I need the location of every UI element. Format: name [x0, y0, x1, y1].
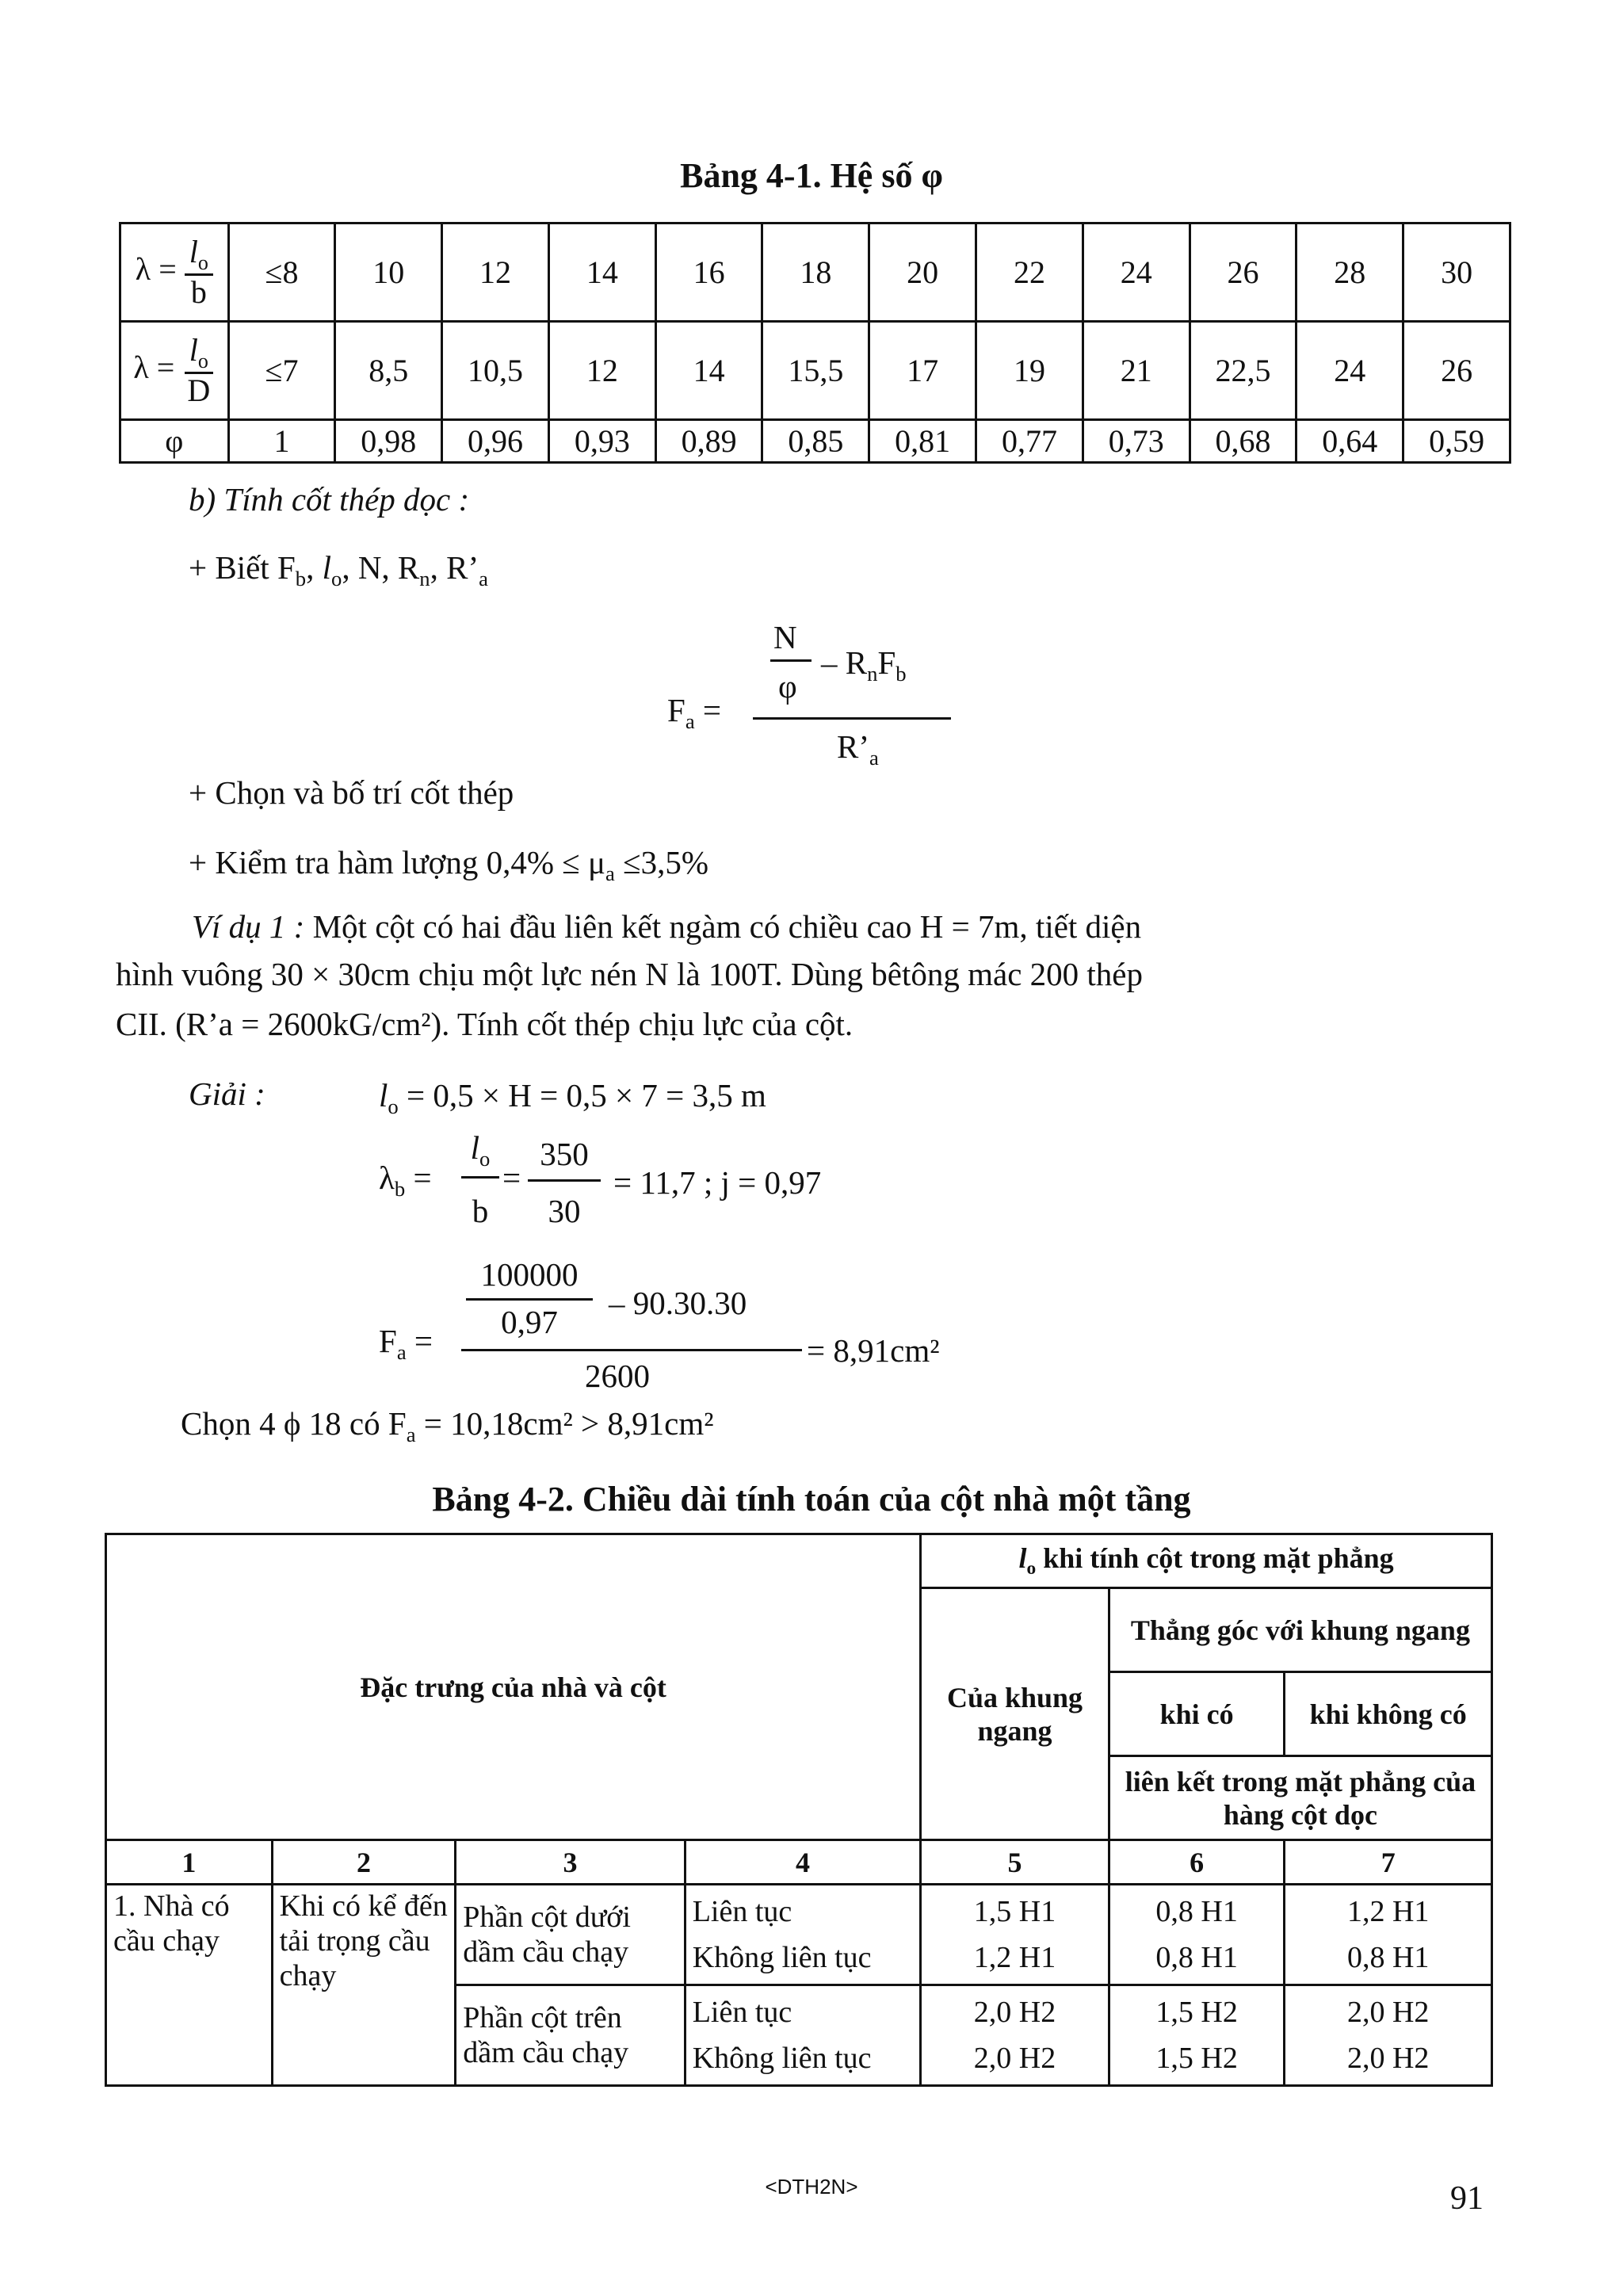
lambda-num-value: 350 — [540, 1136, 589, 1172]
lambda-eq: = — [502, 1159, 521, 1196]
header-frame: Của khung ngang — [921, 1588, 1109, 1840]
fraction-bar — [466, 1298, 593, 1301]
column-part: Phần cột trên dầm cầu chạy — [456, 1985, 685, 2086]
lambda-lhs: $\lambda_b$ = — [379, 1159, 432, 1201]
lambda-den-value: 30 — [548, 1193, 581, 1229]
fraction-bar — [461, 1349, 802, 1351]
table-cell: 0,96 — [442, 420, 549, 463]
building-type: 1. Nhà có cầu chạy — [106, 1885, 273, 2086]
check-ratio: + Kiểm tra hàm lượng $0,4\% \le \mu_a \le 3,5\%$ — [189, 844, 708, 886]
example-line-2: hình vuông 30 × 30cm chịu một lực nén N là 100T. Dùng bêtông mác 200 thép — [116, 956, 1144, 992]
fraction-bar — [770, 659, 812, 662]
table-cell: 30 — [1403, 223, 1510, 322]
header-feature: Đặc trưng của nhà và cột — [106, 1534, 921, 1840]
table2-caption: Bảng 4-2. Chiều dài tính toán của cột nhà một tầng — [432, 1480, 1191, 1519]
known-quantities: + Biết $F_b$, $l_o$, N, $R_n$, $R’_a$ — [189, 549, 488, 591]
table-cell: 0,93 — [548, 420, 655, 463]
fa-lhs: $F_a$ = — [379, 1323, 433, 1365]
table-cell: 0,85 — [762, 420, 869, 463]
example-line-3: CII. (R’a = 2600kG/cm²). Tính cốt thép chịu lực của cột. — [116, 1006, 854, 1042]
fraction-bar — [753, 717, 951, 720]
column-number: 5 — [921, 1840, 1109, 1885]
chosen-bars: Chọn 4 ϕ 18 có $F_a = 10,18cm^2 > 8,91cm^2$ — [181, 1405, 714, 1447]
table-cell: 0,73 — [1083, 420, 1190, 463]
header-without-link: khi không có — [1285, 1672, 1492, 1756]
table-cell: 0,64 — [1296, 420, 1403, 463]
table-cell: 15,5 — [762, 322, 869, 420]
fa-inner-num: 100000 — [480, 1256, 579, 1293]
table-cell: 8,5 — [335, 322, 442, 420]
header-perpendicular: Thẳng góc với khung ngang — [1109, 1588, 1491, 1672]
table-cell: 22,5 — [1190, 322, 1296, 420]
table-cell: 19 — [976, 322, 1083, 420]
table-cell: 26 — [1403, 322, 1510, 420]
table-cell: ≤7 — [228, 322, 335, 420]
solution-label: Giải : — [189, 1075, 265, 1112]
value-without-link: 1,2 H1 0,8 H1 — [1285, 1885, 1492, 1985]
formula-phi: φ — [778, 668, 797, 705]
table-cell: 21 — [1083, 322, 1190, 420]
table-cell: 12 — [442, 223, 549, 322]
table-cell: 20 — [869, 223, 976, 322]
column-number: 1 — [106, 1840, 273, 1885]
formula-lhs: $F_a$ = — [667, 692, 722, 734]
fa-denominator: 2600 — [585, 1358, 650, 1394]
continuity: Liên tục Không liên tục — [685, 1885, 920, 1985]
table-cell: 26 — [1190, 223, 1296, 322]
formula-denominator: $R’_a$ — [837, 728, 879, 770]
lambda-den: b — [472, 1193, 489, 1229]
table-cell: 12 — [548, 322, 655, 420]
example-line-1: Ví dụ 1 : Một cột có hai đầu liên kết ngàm có chiều cao H = 7m, tiết diện — [192, 908, 1142, 945]
table1-caption: Bảng 4-1. Hệ số φ — [680, 156, 943, 195]
column-part: Phần cột dưới dầm cầu chạy — [456, 1885, 685, 1985]
table-cell: ≤8 — [228, 223, 335, 322]
page-number: 91 — [1450, 2180, 1484, 2217]
table-row — [120, 420, 1510, 463]
value-with-link: 1,5 H2 1,5 H2 — [1109, 1985, 1285, 2086]
table-row — [106, 1840, 1492, 1885]
table-cell: 0,89 — [655, 420, 762, 463]
formula-n: N — [773, 619, 797, 655]
footer-mark: <DTH2N> — [765, 2175, 858, 2199]
load-condition: Khi có kể đến tải trọng cầu chạy — [272, 1885, 456, 2086]
coefficient-table — [119, 222, 1511, 464]
continuity: Liên tục Không liên tục — [685, 1985, 920, 2086]
solution-step-1: $l_o = 0,5 \times H = 0,5 \times 7 = 3,5$ m — [379, 1077, 766, 1119]
table-cell: 10,5 — [442, 322, 549, 420]
table-cell: 16 — [655, 223, 762, 322]
table-row — [106, 1885, 1492, 1985]
table-row — [120, 322, 1510, 420]
header-link-plane: liên kết trong mặt phẳng của hàng cột dọc — [1109, 1756, 1491, 1840]
table-cell: 0,81 — [869, 420, 976, 463]
column-number: 3 — [456, 1840, 685, 1885]
fa-minus-term: – 90.30.30 — [609, 1285, 747, 1321]
column-length-table — [105, 1533, 1493, 2087]
fa-result: = 8,91cm² — [807, 1332, 940, 1369]
value-without-link: 2,0 H2 2,0 H2 — [1285, 1985, 1492, 2086]
lambda-result: = 11,7 ; j = 0,97 — [613, 1164, 822, 1201]
column-number: 7 — [1285, 1840, 1492, 1885]
formula-minus-term: – $R_nF_b$ — [821, 644, 907, 686]
value-with-link: 0,8 H1 0,8 H1 — [1109, 1885, 1285, 1985]
row-label-lambda-d: λ = $\frac{l_o}{D}$ — [120, 322, 229, 420]
column-number: 2 — [272, 1840, 456, 1885]
table-cell: 0,68 — [1190, 420, 1296, 463]
table-cell: 0,98 — [335, 420, 442, 463]
value-frame: 2,0 H2 2,0 H2 — [921, 1985, 1109, 2086]
fa-inner-den: 0,97 — [501, 1304, 558, 1340]
section-heading: b) Tính cốt thép dọc : — [189, 481, 470, 518]
table-cell: 14 — [548, 223, 655, 322]
table-cell: 10 — [335, 223, 442, 322]
table-cell: 24 — [1083, 223, 1190, 322]
column-number: 4 — [685, 1840, 920, 1885]
table-cell: 0,59 — [1403, 420, 1510, 463]
header-lo: $l_o$ khi tính cột trong mặt phẳng — [921, 1534, 1492, 1588]
lambda-num: $l_o$ — [470, 1129, 491, 1171]
row-label-lambda-b: λ = $\frac{l_o}{b}$ — [120, 223, 229, 322]
table-cell: 14 — [655, 322, 762, 420]
table-cell: 17 — [869, 322, 976, 420]
column-number: 6 — [1109, 1840, 1285, 1885]
table-row — [106, 1534, 1492, 1588]
table-row — [120, 223, 1510, 322]
row-label-phi: φ — [120, 420, 229, 463]
table-cell: 1 — [228, 420, 335, 463]
choose-reinforcement: + Chọn và bố trí cốt thép — [189, 774, 514, 811]
table-cell: 18 — [762, 223, 869, 322]
fraction-bar — [528, 1179, 601, 1182]
table-cell: 22 — [976, 223, 1083, 322]
table-cell: 28 — [1296, 223, 1403, 322]
table-cell: 0,77 — [976, 420, 1083, 463]
table-cell: 24 — [1296, 322, 1403, 420]
value-frame: 1,5 H1 1,2 H1 — [921, 1885, 1109, 1985]
fraction-bar — [461, 1176, 499, 1179]
header-with-link: khi có — [1109, 1672, 1285, 1756]
